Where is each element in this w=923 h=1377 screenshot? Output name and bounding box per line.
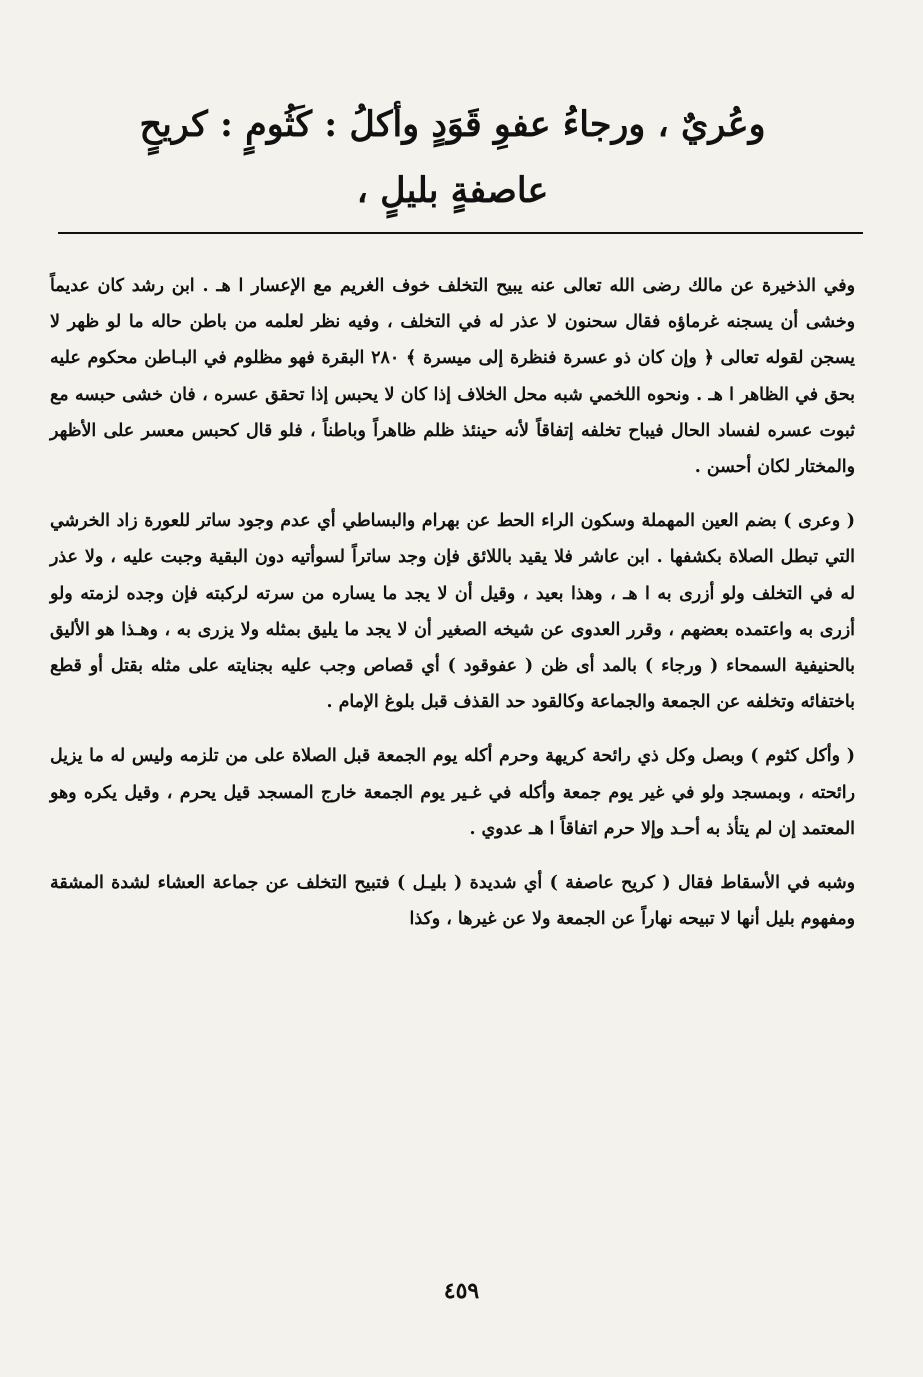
- page-number: ٤٥٩: [443, 1278, 480, 1304]
- paragraph-text: وشبه في الأسقاط فقال ( كريح عاصفة ) أي شديدة ( بليـل ) فتبيح التخلف عن جماعة العشاء لشدة المشقة ومفهوم بليل أنها لا تبيحه نهاراً عن الجمعة ولا عن غيرها ، وكذا: [50, 873, 855, 930]
- paragraph-text: وفي الذخيرة عن مالك رضى الله تعالى عنه يبيح التخلف خوف الغريم مع الإعسار ا هـ . ابن رشد كان عديماً وخشى أن يسجنه غرماؤه فقال سحنون لا عذر له في التخلف ، وفيه نظر لعلمه من باطن حاله ما لو ظهر لا يسجن لقوله تعالى ﴿ وإن كان ذو عسرة فنظرة إلى ميسرة ﴾ ٢٨٠ البقرة فهو مظلوم في البـاطن محكوم عليه بحق في الظاهر ا هـ . ونحوه اللخمي شبه محل الخلاف إذا كان لا يحبس إذا تحقق عسره ، فان خشى حبسه مع ثبوت عسره لفساد الحال فيباح تخلفه إتفاقاً لأنه حينئذ ظلم ظاهراً وباطناً ، فلو قال كحبس معسر على الأظهر والمختار لكان أحسن .: [50, 276, 856, 478]
- commentary-body: [50, 268, 855, 955]
- verse-line-2: عاصفةٍ بليلٍ ،: [356, 170, 549, 211]
- verse-heading: [50, 92, 855, 232]
- separator-rule: [58, 232, 863, 234]
- commentary-paragraph-1: [50, 268, 855, 485]
- verse-line-1: وعُريٌ ، ورجاءُ عفوِ قَوَدٍ وأكلُ : كَثُومٍ : كريحٍ: [139, 104, 766, 145]
- commentary-paragraph-4: [50, 865, 855, 937]
- paragraph-text: ( وعرى ) بضم العين المهملة وسكون الراء الحط عن بهرام والبساطي أي عدم وجود ساتر للعورة زاد الخرشي التي تبطل الصلاة بكشفها . ابن عاشر فلا يقيد باللائق فإن وجد ساتراً لسوأتيه دون البقية وجبت عليه ، ولا عذر له في التخلف ولو أزرى به ا هـ ، وهذا بعيد ، وقيل أن لا يجد ما يساره من سرته لركبته فإن وجده لزمته ولو أزرى به واعتمده بعضهم ، وقرر العدوى عن شيخه الصغير أن لا يجد ما يليق بمثله ولا يزرى به ، وهـذا هو الأليق بالحنيفية السمحاء ( ورجاء ) بالمد أى ظن ( عفوقود ) أي قصاص وجب عليه بجنايته على مثله بقتل أو قطع باختفائه وتخلفه عن الجمعة والجماعة وكالقود حد القذف قبل بلوغ الإمام .: [50, 511, 855, 713]
- paragraph-text: ( وأكل كثوم ) وبصل وكل ذي رائحة كريهة وحرم أكله يوم الجمعة قبل الصلاة على من تلزمه وليس له ما يزيل رائحته ، وبمسجد ولو في غير يوم جمعة وأكله في غـير يوم الجمعة خارج المسجد قيل يحرم ، وقيل يكره وهو المعتمد إن لم يتأذ به أحـد وإلا حرم اتفاقاً ا هـ عدوي .: [50, 746, 855, 839]
- commentary-paragraph-3: [50, 738, 855, 847]
- commentary-paragraph-2: [50, 503, 855, 720]
